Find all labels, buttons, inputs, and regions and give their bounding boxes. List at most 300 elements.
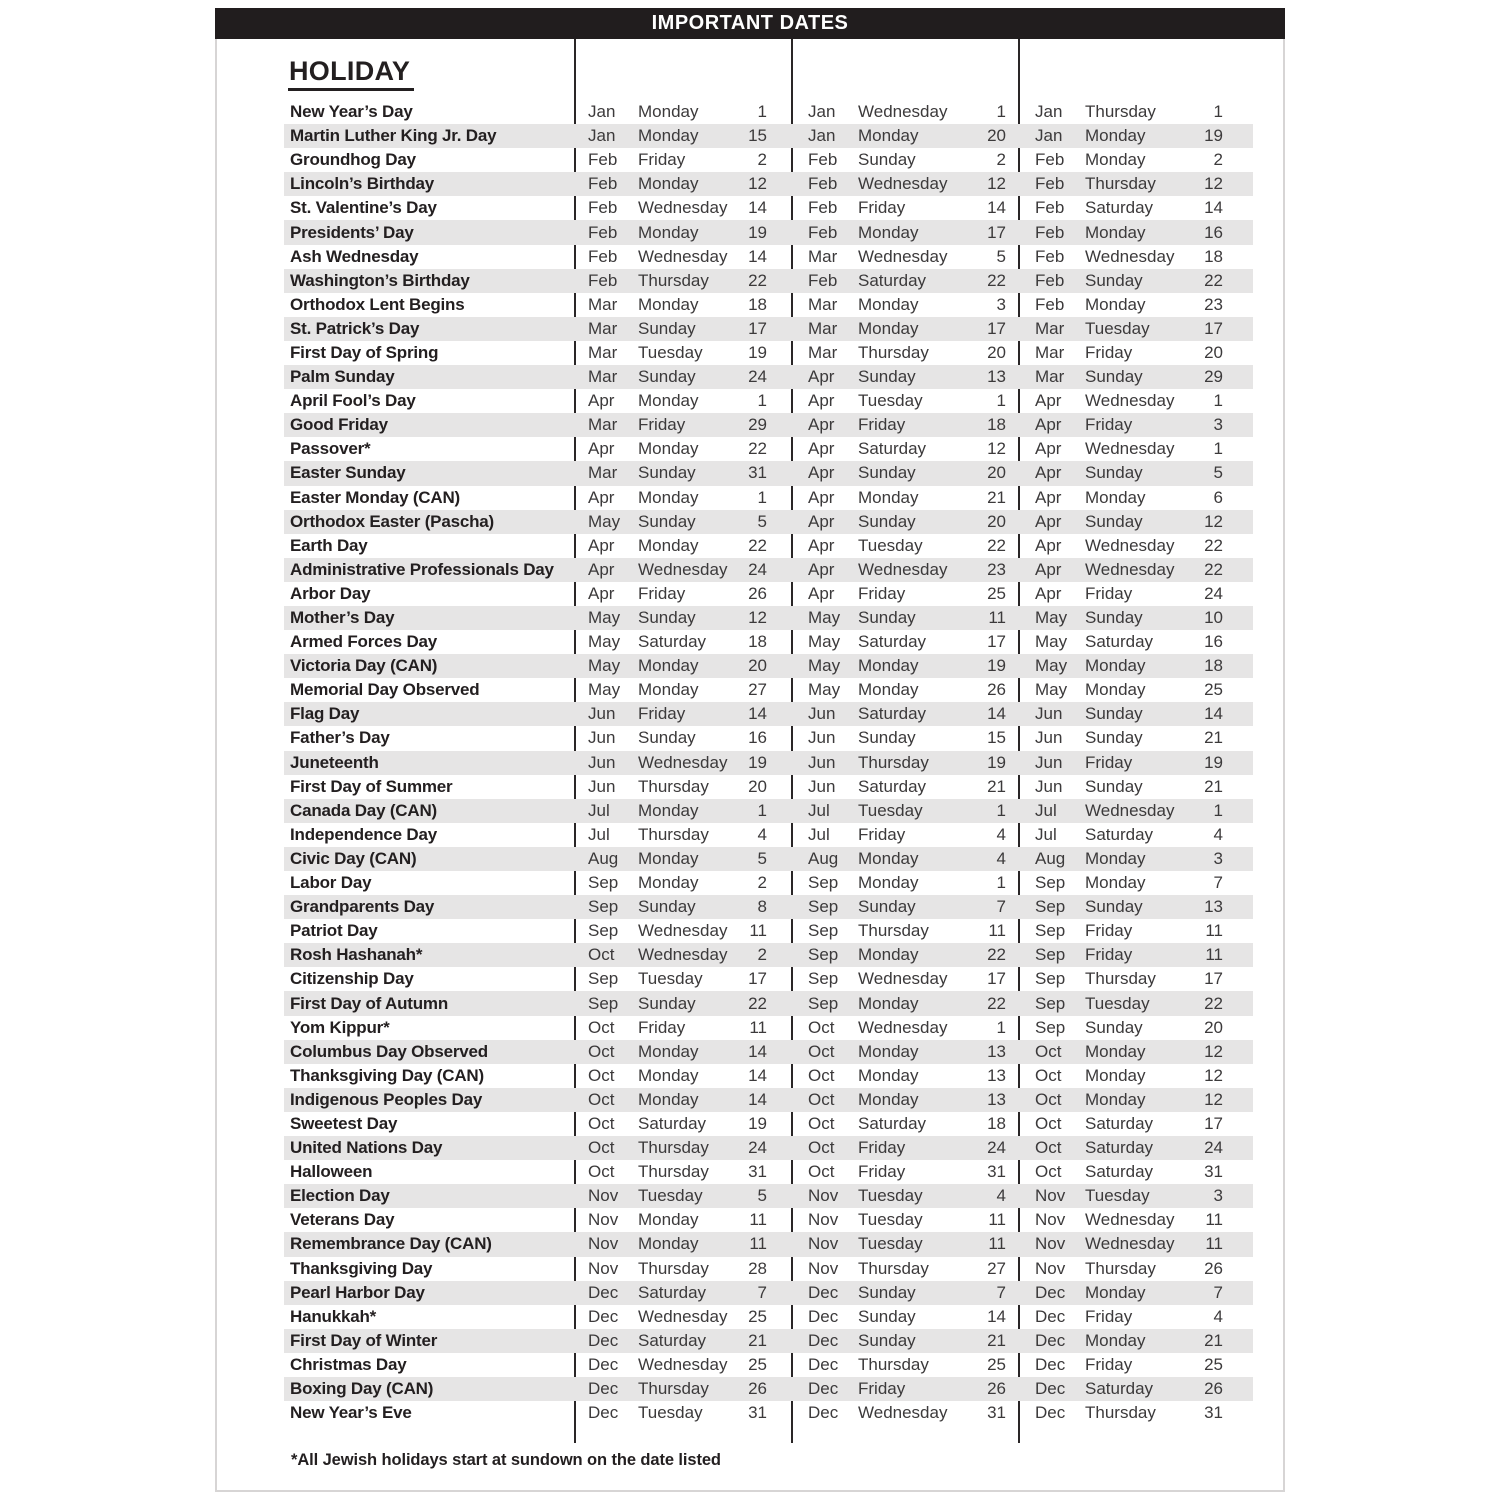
month-value: Apr xyxy=(1035,439,1062,459)
weekday-value: Monday xyxy=(858,848,919,868)
month-value: Apr xyxy=(588,583,615,603)
weekday-value: Tuesday xyxy=(858,391,923,411)
date-group-y2 xyxy=(792,1355,1019,1375)
table-row xyxy=(284,1064,1253,1088)
date-group-y2 xyxy=(792,223,1019,243)
day-value: 12 xyxy=(1204,174,1223,194)
month-value: Oct xyxy=(588,1162,615,1182)
day-value: 12 xyxy=(1204,1041,1223,1061)
date-group-y2 xyxy=(792,873,1019,893)
date-group-y2 xyxy=(792,1186,1019,1206)
day-value: 2 xyxy=(996,150,1006,170)
date-group-y1 xyxy=(575,945,792,965)
date-group-y3 xyxy=(1019,849,1253,869)
day-value: 22 xyxy=(987,945,1006,965)
holiday-table xyxy=(284,100,1253,1425)
weekday-value: Saturday xyxy=(638,1330,707,1350)
month-value: Feb xyxy=(588,174,618,194)
table-row xyxy=(284,678,1253,702)
date-group-y3 xyxy=(1019,271,1253,291)
calendar-page xyxy=(215,8,1285,1492)
weekday-value: Friday xyxy=(638,1017,686,1037)
day-value: 26 xyxy=(987,1379,1006,1399)
weekday-value: Tuesday xyxy=(1085,318,1150,338)
weekday-value: Sunday xyxy=(638,897,696,917)
month-value: Feb xyxy=(1035,150,1065,170)
date-group-y2 xyxy=(792,608,1019,628)
holiday-name: Independence Day xyxy=(290,824,438,844)
weekday-value: Monday xyxy=(858,222,919,242)
date-group-y3 xyxy=(1019,512,1253,532)
day-value: 11 xyxy=(988,1210,1006,1230)
weekday-value: Saturday xyxy=(1085,1162,1154,1182)
day-value: 13 xyxy=(1204,897,1223,917)
day-value: 12 xyxy=(748,608,767,628)
month-value: Apr xyxy=(1035,511,1062,531)
day-value: 19 xyxy=(987,656,1006,676)
day-value: 17 xyxy=(748,969,767,989)
day-value: 5 xyxy=(757,511,767,531)
date-group-y3 xyxy=(1019,536,1253,556)
holiday-name: Juneteenth xyxy=(290,752,379,772)
table-row xyxy=(284,1016,1253,1040)
weekday-value: Saturday xyxy=(858,439,927,459)
table-row xyxy=(284,1160,1253,1184)
date-group-y3 xyxy=(1019,1307,1253,1327)
day-value: 20 xyxy=(748,656,767,676)
month-value: Mar xyxy=(588,367,618,387)
month-value: Feb xyxy=(588,270,618,290)
day-value: 24 xyxy=(748,559,767,579)
weekday-value: Sunday xyxy=(638,993,696,1013)
holiday-name: Election Day xyxy=(290,1186,390,1206)
holiday-name: Patriot Day xyxy=(290,921,378,941)
day-value: 31 xyxy=(1204,1403,1223,1423)
day-value: 14 xyxy=(748,1089,767,1109)
weekday-value: Monday xyxy=(638,487,699,507)
table-row xyxy=(284,534,1253,558)
holiday-name: Orthodox Lent Begins xyxy=(290,294,465,314)
month-value: May xyxy=(588,608,621,628)
date-group-y1 xyxy=(575,102,792,122)
weekday-value: Wednesday xyxy=(858,102,948,122)
weekday-value: Friday xyxy=(858,1138,906,1158)
day-value: 12 xyxy=(1204,511,1223,531)
day-value: 11 xyxy=(1205,921,1223,941)
month-value: Mar xyxy=(588,318,618,338)
day-value: 12 xyxy=(1204,1065,1223,1085)
month-value: Aug xyxy=(1035,848,1066,868)
table-row xyxy=(284,413,1253,437)
day-value: 20 xyxy=(987,463,1006,483)
date-group-y2 xyxy=(792,969,1019,989)
weekday-value: Wednesday xyxy=(1085,1234,1175,1254)
date-group-y2 xyxy=(792,271,1019,291)
month-value: Sep xyxy=(808,945,839,965)
date-group-y2 xyxy=(792,1331,1019,1351)
weekday-value: Monday xyxy=(638,680,699,700)
holiday-name: Indigenous Peoples Day xyxy=(290,1089,483,1109)
table-row xyxy=(284,172,1253,196)
date-group-y3 xyxy=(1019,343,1253,363)
day-value: 25 xyxy=(748,1354,767,1374)
day-value: 1 xyxy=(1213,102,1223,122)
month-value: Feb xyxy=(1035,198,1065,218)
day-value: 3 xyxy=(996,294,1006,314)
month-value: Feb xyxy=(588,222,618,242)
month-value: Oct xyxy=(588,1041,615,1061)
holiday-name: First Day of Summer xyxy=(290,776,453,796)
weekday-value: Monday xyxy=(1085,1089,1146,1109)
date-group-y3 xyxy=(1019,704,1253,724)
date-group-y1 xyxy=(575,1066,792,1086)
weekday-value: Monday xyxy=(638,1065,699,1085)
weekday-value: Friday xyxy=(1085,945,1133,965)
day-value: 23 xyxy=(987,559,1006,579)
holiday-name: Easter Sunday xyxy=(290,463,406,483)
weekday-value: Thursday xyxy=(1085,102,1156,122)
holiday-name: Remembrance Day (CAN) xyxy=(290,1234,492,1254)
month-value: May xyxy=(808,632,841,652)
day-value: 11 xyxy=(988,921,1006,941)
date-group-y2 xyxy=(792,584,1019,604)
month-value: Dec xyxy=(808,1282,839,1302)
month-value: Sep xyxy=(808,873,839,893)
weekday-value: Wednesday xyxy=(858,174,948,194)
weekday-value: Sunday xyxy=(638,511,696,531)
date-group-y2 xyxy=(792,849,1019,869)
date-group-y2 xyxy=(792,174,1019,194)
month-value: Jun xyxy=(588,752,616,772)
table-row xyxy=(284,293,1253,317)
month-value: Oct xyxy=(1035,1162,1062,1182)
month-value: Dec xyxy=(808,1354,839,1374)
day-value: 25 xyxy=(1204,1354,1223,1374)
table-row xyxy=(284,1184,1253,1208)
table-row xyxy=(284,389,1253,413)
holiday-name: First Day of Spring xyxy=(290,342,439,362)
date-group-y3 xyxy=(1019,1186,1253,1206)
month-value: Apr xyxy=(808,559,835,579)
month-value: Dec xyxy=(1035,1282,1066,1302)
table-row xyxy=(284,775,1253,799)
month-value: Sep xyxy=(588,873,619,893)
date-group-y2 xyxy=(792,704,1019,724)
weekday-value: Wednesday xyxy=(638,752,728,772)
day-value: 1 xyxy=(757,391,767,411)
day-value: 7 xyxy=(757,1282,767,1302)
month-value: Dec xyxy=(808,1306,839,1326)
holiday-name: Passover* xyxy=(290,439,371,459)
holiday-name: Groundhog Day xyxy=(290,150,416,170)
table-row xyxy=(284,1136,1253,1160)
holiday-name: Sweetest Day xyxy=(290,1113,398,1133)
day-value: 22 xyxy=(1204,270,1223,290)
table-row xyxy=(284,558,1253,582)
month-value: Oct xyxy=(808,1065,835,1085)
table-row xyxy=(284,196,1253,220)
day-value: 14 xyxy=(748,1065,767,1085)
weekday-value: Tuesday xyxy=(858,1210,923,1230)
weekday-value: Monday xyxy=(858,1041,919,1061)
table-row xyxy=(284,269,1253,293)
day-value: 20 xyxy=(987,511,1006,531)
table-row xyxy=(284,124,1253,148)
day-value: 21 xyxy=(987,487,1006,507)
day-value: 21 xyxy=(748,1330,767,1350)
date-group-y3 xyxy=(1019,174,1253,194)
day-value: 16 xyxy=(748,728,767,748)
holiday-name: Palm Sunday xyxy=(290,367,395,387)
weekday-value: Thursday xyxy=(638,776,709,796)
date-group-y1 xyxy=(575,367,792,387)
holiday-name: Columbus Day Observed xyxy=(290,1041,488,1061)
day-value: 10 xyxy=(1204,608,1223,628)
date-group-y3 xyxy=(1019,777,1253,797)
holiday-column-heading: HOLIDAY xyxy=(288,56,414,91)
month-value: Nov xyxy=(808,1234,839,1254)
month-value: Dec xyxy=(588,1282,619,1302)
day-value: 26 xyxy=(748,583,767,603)
day-value: 19 xyxy=(748,342,767,362)
table-row xyxy=(284,1040,1253,1064)
month-value: Feb xyxy=(588,246,618,266)
day-value: 20 xyxy=(987,126,1006,146)
weekday-value: Sunday xyxy=(1085,704,1143,724)
date-group-y1 xyxy=(575,295,792,315)
table-row xyxy=(284,1257,1253,1281)
weekday-value: Tuesday xyxy=(638,969,703,989)
month-value: Feb xyxy=(588,150,618,170)
weekday-value: Wednesday xyxy=(638,1354,728,1374)
weekday-value: Wednesday xyxy=(1085,535,1175,555)
month-value: Apr xyxy=(808,415,835,435)
day-value: 18 xyxy=(1204,246,1223,266)
date-group-y2 xyxy=(792,1210,1019,1230)
date-group-y3 xyxy=(1019,1066,1253,1086)
date-group-y1 xyxy=(575,488,792,508)
day-value: 2 xyxy=(757,873,767,893)
month-value: Nov xyxy=(808,1258,839,1278)
weekday-value: Monday xyxy=(638,174,699,194)
table-row xyxy=(284,245,1253,269)
weekday-value: Tuesday xyxy=(1085,993,1150,1013)
date-group-y3 xyxy=(1019,584,1253,604)
day-value: 14 xyxy=(748,1041,767,1061)
date-group-y3 xyxy=(1019,223,1253,243)
day-value: 2 xyxy=(757,945,767,965)
day-value: 21 xyxy=(1204,1330,1223,1350)
day-value: 2 xyxy=(757,150,767,170)
month-value: Feb xyxy=(808,174,838,194)
month-value: Apr xyxy=(808,535,835,555)
weekday-value: Sunday xyxy=(1085,608,1143,628)
weekday-value: Tuesday xyxy=(858,1186,923,1206)
weekday-value: Sunday xyxy=(1085,367,1143,387)
table-row xyxy=(284,991,1253,1015)
table-row xyxy=(284,220,1253,244)
date-group-y1 xyxy=(575,728,792,748)
table-row xyxy=(284,317,1253,341)
date-group-y2 xyxy=(792,1379,1019,1399)
weekday-value: Monday xyxy=(1085,1041,1146,1061)
weekday-value: Thursday xyxy=(1085,969,1156,989)
weekday-value: Thursday xyxy=(638,1138,709,1158)
weekday-value: Monday xyxy=(1085,487,1146,507)
holiday-name: Washington’s Birthday xyxy=(290,270,470,290)
day-value: 22 xyxy=(748,270,767,290)
month-value: Nov xyxy=(808,1210,839,1230)
date-group-y1 xyxy=(575,994,792,1014)
weekday-value: Friday xyxy=(638,583,686,603)
month-value: Mar xyxy=(808,246,838,266)
month-value: Oct xyxy=(588,945,615,965)
month-value: Dec xyxy=(588,1354,619,1374)
weekday-value: Thursday xyxy=(1085,174,1156,194)
date-group-y1 xyxy=(575,632,792,652)
weekday-value: Monday xyxy=(858,873,919,893)
day-value: 19 xyxy=(748,222,767,242)
day-value: 22 xyxy=(748,535,767,555)
date-group-y2 xyxy=(792,1090,1019,1110)
holiday-name: Canada Day (CAN) xyxy=(290,800,437,820)
day-value: 26 xyxy=(987,680,1006,700)
date-group-y2 xyxy=(792,632,1019,652)
day-value: 21 xyxy=(1204,728,1223,748)
holiday-name: Citizenship Day xyxy=(290,969,414,989)
month-value: Oct xyxy=(1035,1113,1062,1133)
date-group-y3 xyxy=(1019,126,1253,146)
month-value: Dec xyxy=(808,1403,839,1423)
day-value: 1 xyxy=(757,487,767,507)
day-value: 25 xyxy=(748,1306,767,1326)
month-value: Mar xyxy=(808,294,838,314)
day-value: 1 xyxy=(1213,391,1223,411)
date-group-y3 xyxy=(1019,560,1253,580)
weekday-value: Sunday xyxy=(858,1330,916,1350)
date-group-y1 xyxy=(575,319,792,339)
day-value: 31 xyxy=(987,1162,1006,1182)
day-value: 1 xyxy=(996,800,1006,820)
day-value: 11 xyxy=(749,921,767,941)
weekday-value: Thursday xyxy=(638,1162,709,1182)
month-value: Nov xyxy=(588,1210,619,1230)
month-value: Jun xyxy=(1035,704,1063,724)
weekday-value: Saturday xyxy=(1085,824,1154,844)
month-value: Nov xyxy=(1035,1210,1066,1230)
date-group-y2 xyxy=(792,102,1019,122)
day-value: 24 xyxy=(748,1138,767,1158)
day-value: 12 xyxy=(748,174,767,194)
month-value: Mar xyxy=(588,294,618,314)
holiday-name: Rosh Hashanah* xyxy=(290,945,423,965)
date-group-y1 xyxy=(575,150,792,170)
month-value: Aug xyxy=(808,848,839,868)
day-value: 3 xyxy=(1213,848,1223,868)
weekday-value: Tuesday xyxy=(858,535,923,555)
date-group-y3 xyxy=(1019,1114,1253,1134)
date-group-y2 xyxy=(792,560,1019,580)
weekday-value: Sunday xyxy=(1085,776,1143,796)
weekday-value: Wednesday xyxy=(1085,559,1175,579)
weekday-value: Saturday xyxy=(1085,1113,1154,1133)
weekday-value: Sunday xyxy=(638,318,696,338)
day-value: 18 xyxy=(987,1113,1006,1133)
day-value: 24 xyxy=(1204,583,1223,603)
month-value: Apr xyxy=(808,391,835,411)
weekday-value: Sunday xyxy=(858,463,916,483)
month-value: Apr xyxy=(1035,535,1062,555)
weekday-value: Monday xyxy=(858,680,919,700)
month-value: Nov xyxy=(1035,1234,1066,1254)
day-value: 17 xyxy=(1204,1113,1223,1133)
month-value: Sep xyxy=(1035,873,1066,893)
date-group-y3 xyxy=(1019,1042,1253,1062)
day-value: 8 xyxy=(757,897,767,917)
day-value: 13 xyxy=(987,1041,1006,1061)
weekday-value: Monday xyxy=(1085,222,1146,242)
weekday-value: Monday xyxy=(1085,1330,1146,1350)
holiday-name: Lincoln’s Birthday xyxy=(290,174,435,194)
holiday-name: Presidents’ Day xyxy=(290,222,414,242)
weekday-value: Friday xyxy=(858,1379,906,1399)
date-group-y1 xyxy=(575,536,792,556)
date-group-y2 xyxy=(792,247,1019,267)
day-value: 11 xyxy=(1205,945,1223,965)
date-group-y3 xyxy=(1019,439,1253,459)
day-value: 12 xyxy=(987,174,1006,194)
month-value: Jul xyxy=(588,824,610,844)
day-value: 17 xyxy=(987,632,1006,652)
date-group-y2 xyxy=(792,415,1019,435)
month-value: May xyxy=(588,680,621,700)
date-group-y3 xyxy=(1019,825,1253,845)
day-value: 21 xyxy=(987,776,1006,796)
month-value: Jul xyxy=(808,800,830,820)
date-group-y2 xyxy=(792,536,1019,556)
weekday-value: Thursday xyxy=(858,921,929,941)
date-group-y2 xyxy=(792,150,1019,170)
month-value: Oct xyxy=(808,1041,835,1061)
day-value: 22 xyxy=(748,993,767,1013)
day-value: 22 xyxy=(987,535,1006,555)
month-value: Dec xyxy=(808,1379,839,1399)
day-value: 20 xyxy=(748,776,767,796)
day-value: 1 xyxy=(996,1017,1006,1037)
month-value: Sep xyxy=(808,969,839,989)
day-value: 12 xyxy=(1204,1089,1223,1109)
month-value: Nov xyxy=(588,1234,619,1254)
date-group-y3 xyxy=(1019,1162,1253,1182)
month-value: Apr xyxy=(1035,391,1062,411)
weekday-value: Monday xyxy=(638,391,699,411)
month-value: Apr xyxy=(1035,559,1062,579)
date-group-y1 xyxy=(575,969,792,989)
date-group-y3 xyxy=(1019,1379,1253,1399)
month-value: Sep xyxy=(1035,1017,1066,1037)
holiday-name: Grandparents Day xyxy=(290,897,435,917)
date-group-y2 xyxy=(792,1283,1019,1303)
weekday-value: Wednesday xyxy=(638,559,728,579)
table-row xyxy=(284,1112,1253,1136)
weekday-value: Monday xyxy=(1085,150,1146,170)
date-group-y2 xyxy=(792,343,1019,363)
date-group-y1 xyxy=(575,512,792,532)
holiday-name: Labor Day xyxy=(290,873,372,893)
weekday-value: Friday xyxy=(858,415,906,435)
day-value: 11 xyxy=(749,1210,767,1230)
weekday-value: Sunday xyxy=(858,728,916,748)
